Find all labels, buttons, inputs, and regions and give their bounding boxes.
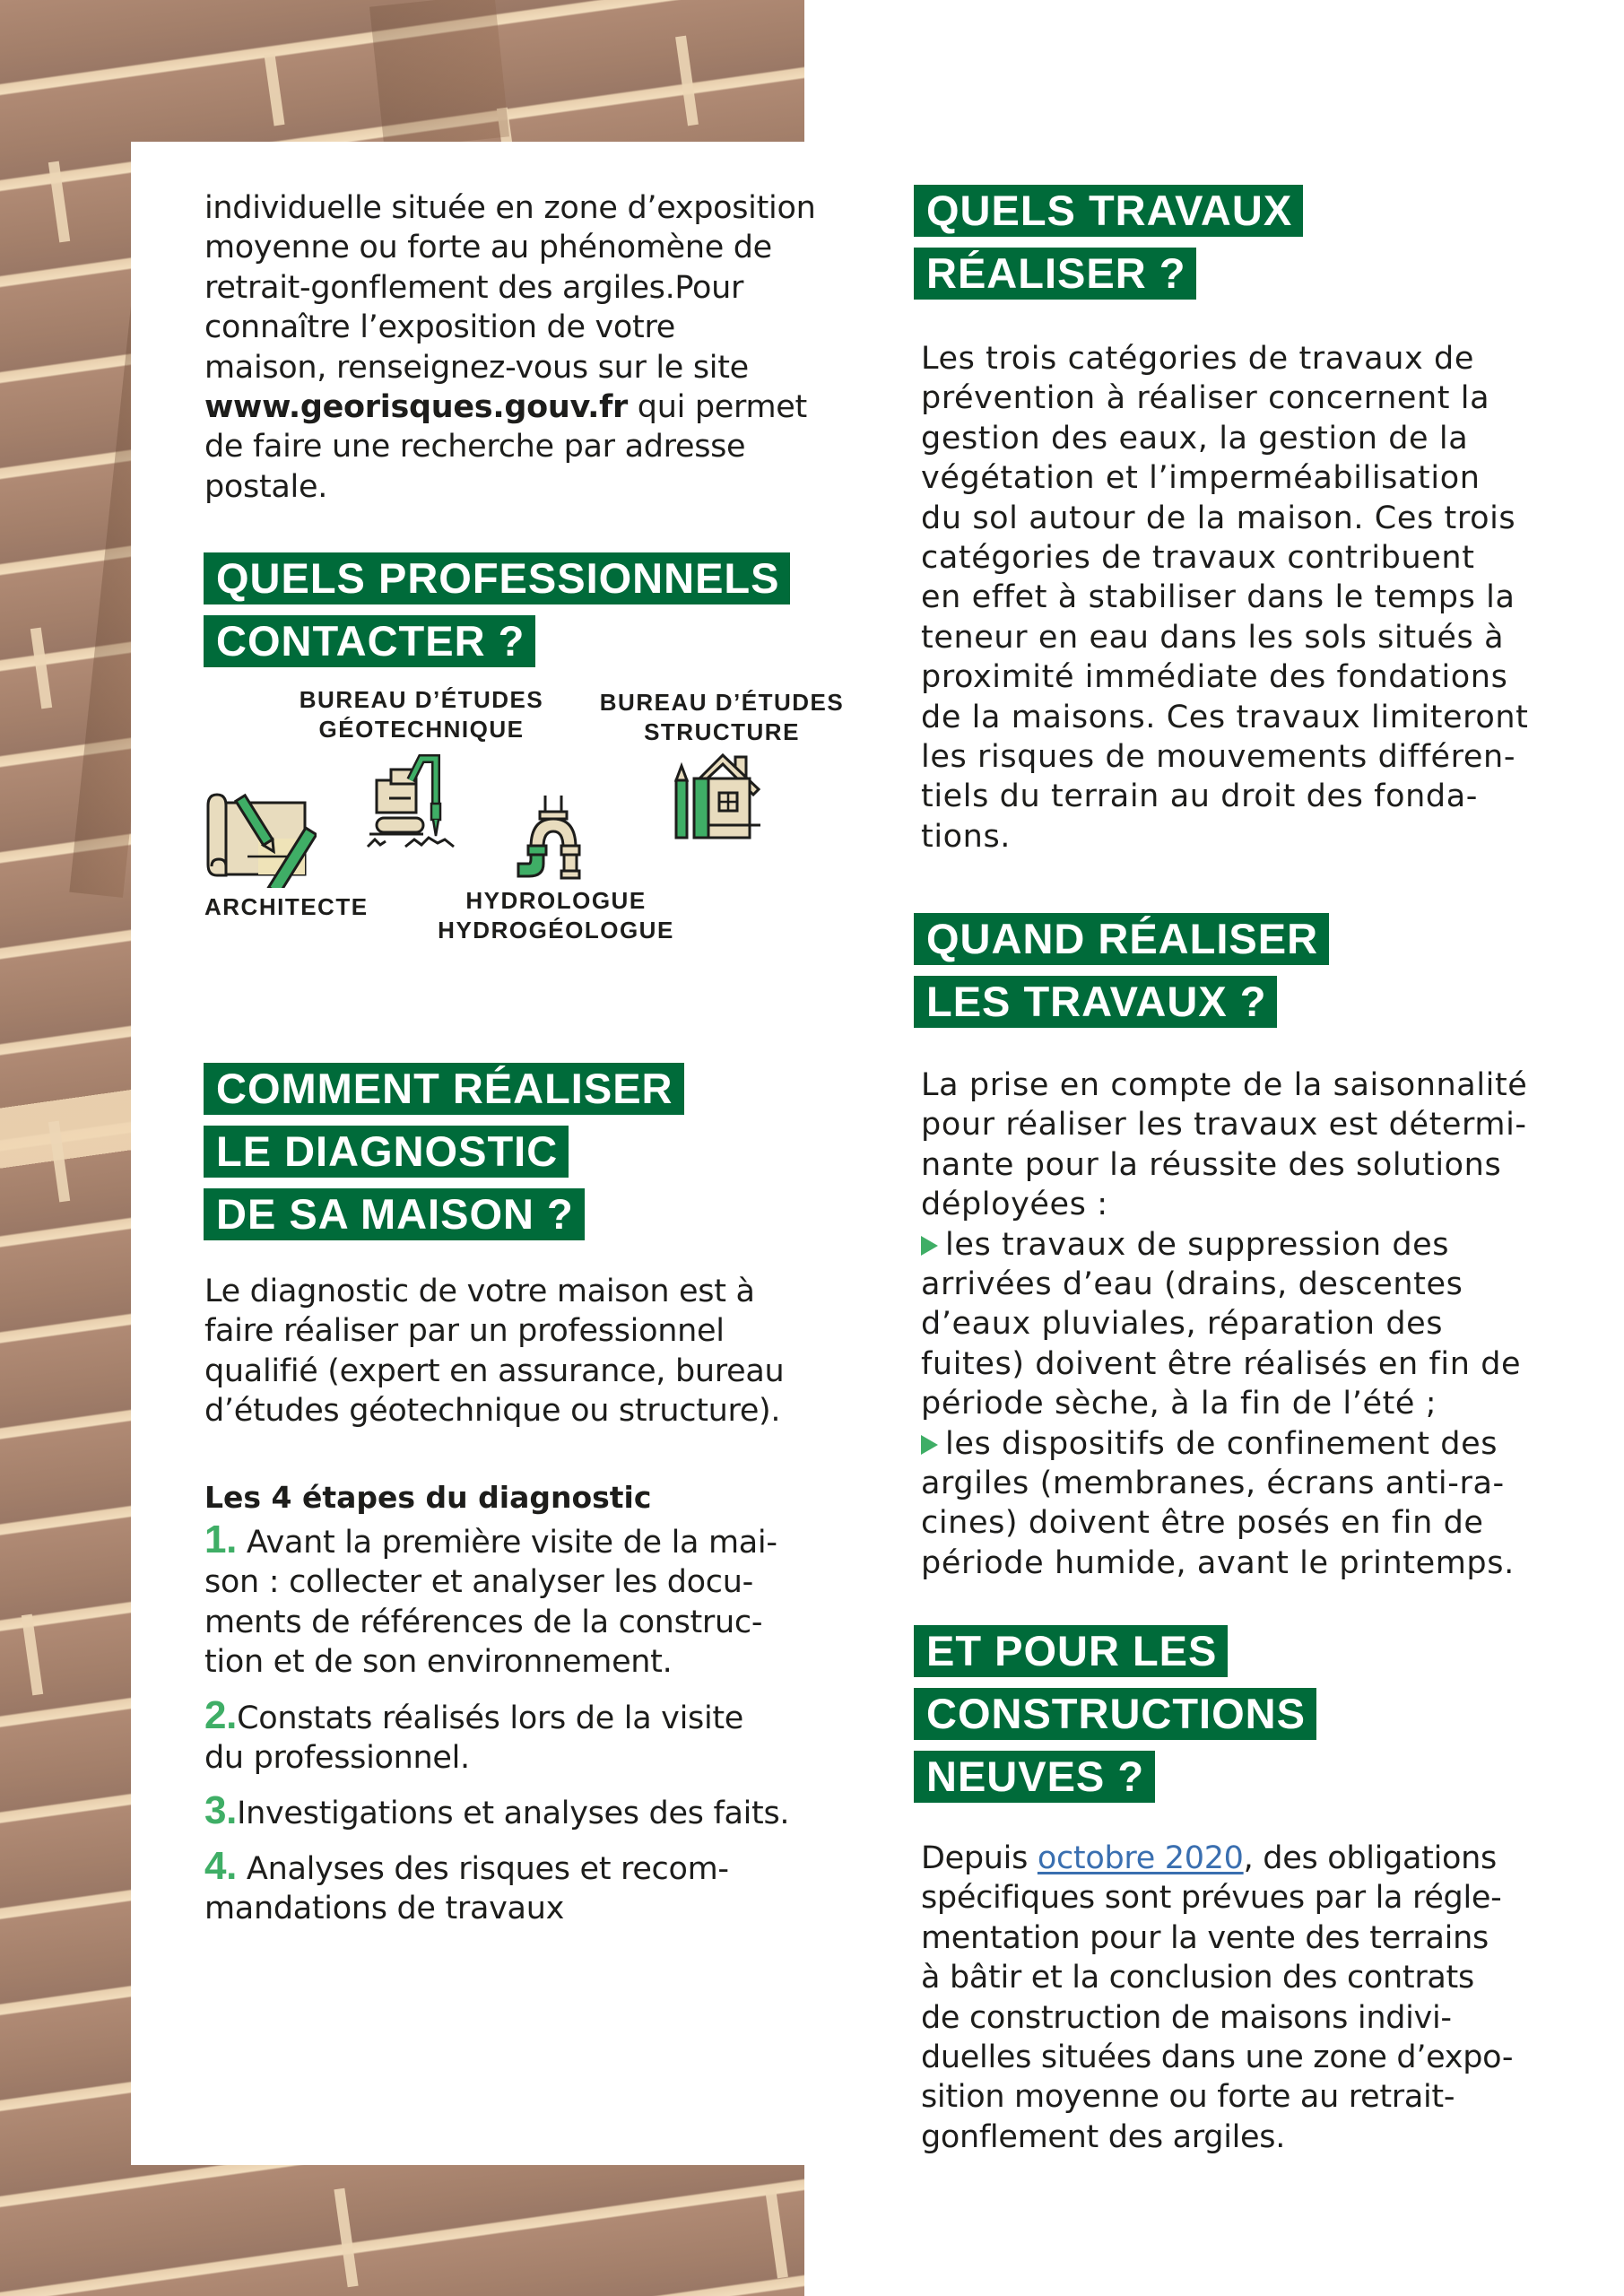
step-text: Avant la première visite de la mai- xyxy=(237,1525,777,1561)
text-line: végétation et l’imperméabilisation xyxy=(921,460,1481,497)
intro-line: de faire une recherche par adresse xyxy=(204,429,746,465)
bullet-text: période sèche, à la fin de l’été ; xyxy=(921,1386,1437,1422)
text-line: sition moyenne ou forte au retrait- xyxy=(921,2079,1455,2116)
excavator-drill-icon xyxy=(366,753,465,852)
text-line: du sol autour de la maison. Ces trois xyxy=(921,500,1516,536)
georisques-link[interactable]: www.georisques.gouv.fr xyxy=(204,389,628,426)
bullet-text: les travaux de suppression des xyxy=(945,1226,1450,1263)
heading-line: COMMENT RÉALISER xyxy=(204,1063,684,1115)
text-line: de construction de maisons indivi- xyxy=(921,1999,1452,2036)
bullet-text: période humide, avant le printemps. xyxy=(921,1544,1515,1581)
house-ruler-pencil-icon xyxy=(671,752,765,846)
heading-line: QUELS PROFESSIONNELS xyxy=(204,552,790,604)
heading-neuves xyxy=(914,1625,1316,1813)
step-number: 1. xyxy=(204,1518,238,1561)
pro-label-hydrologue xyxy=(430,886,682,945)
heading-line: ET POUR LES xyxy=(914,1625,1228,1677)
step-4 xyxy=(204,1844,729,1929)
diagnostic-paragraph xyxy=(204,1272,784,1431)
label-line: HYDROLOGUE xyxy=(465,887,647,914)
pro-label-architecte xyxy=(204,892,369,922)
bullet-text: argiles (membranes, écrans anti-ra- xyxy=(921,1465,1505,1502)
intro-paragraph xyxy=(204,188,815,507)
label-line: STRUCTURE xyxy=(644,718,800,745)
intro-line: maison, renseignez-vous sur le site xyxy=(204,349,749,386)
text-line: les risques de mouvements différen- xyxy=(921,739,1516,776)
heading-diagnostic xyxy=(204,1063,684,1251)
text-line: tions. xyxy=(921,818,1012,855)
heading-line: CONTACTER ? xyxy=(204,615,535,667)
step-text: Investigations et analyses des faits. xyxy=(237,1796,790,1831)
text-fragment: Depuis xyxy=(921,1840,1038,1876)
text-line: pour réaliser les travaux est détermi- xyxy=(921,1107,1527,1144)
intro-line: postale. xyxy=(204,468,328,505)
label-line: BUREAU D’ÉTUDES xyxy=(599,689,845,716)
step-text: mandations de travaux xyxy=(204,1891,564,1927)
triangle-bullet-icon xyxy=(921,1236,938,1256)
step-text: Analyses des risques et recom- xyxy=(237,1851,729,1887)
text-line: La prise en compte de la saisonnalité xyxy=(921,1067,1528,1103)
bullet-item xyxy=(921,1225,1527,1265)
text-line: déployées : xyxy=(921,1187,1108,1223)
step-text: Constats réalisés lors de la visite xyxy=(237,1700,744,1736)
quand-paragraph xyxy=(921,1065,1527,1583)
step-text: ments de références de la construc- xyxy=(204,1604,763,1640)
step-3 xyxy=(204,1788,790,1833)
heading-line: QUAND RÉALISER xyxy=(914,913,1329,965)
steps-title: Les 4 étapes du diagnostic xyxy=(204,1480,652,1515)
text-line: prévention à réaliser concernent la xyxy=(921,380,1490,417)
neuves-paragraph xyxy=(921,1839,1513,2157)
bullet-text: arrivées d’eau (drains, descentes xyxy=(921,1266,1463,1303)
heading-line: RÉALISER ? xyxy=(914,248,1196,300)
label-line: BUREAU D’ÉTUDES xyxy=(299,686,544,713)
text-line: Les trois catégories de travaux de xyxy=(921,341,1474,377)
text-line: catégories de travaux contribuent xyxy=(921,540,1475,577)
intro-line: individuelle située en zone d’exposition xyxy=(204,190,816,226)
text-line: proximité immédiate des fondations xyxy=(921,659,1508,696)
text-line-with-link xyxy=(921,1839,1513,1878)
bullet-item xyxy=(921,1424,1527,1464)
text-fragment: , des obligations xyxy=(1243,1840,1497,1876)
text-line: gestion des eaux, la gestion de la xyxy=(921,420,1469,457)
heading-line: CONSTRUCTIONS xyxy=(914,1688,1316,1740)
bullet-text: les dispositifs de confinement des xyxy=(945,1425,1498,1462)
intro-line: connaître l’exposition de votre xyxy=(204,309,676,346)
step-text: son : collecter et analyser les docu- xyxy=(204,1564,753,1601)
heading-line: QUELS TRAVAUX xyxy=(914,185,1303,237)
intro-line: retrait-gonflement des argiles.Pour xyxy=(204,269,744,306)
step-2 xyxy=(204,1693,744,1779)
label-line: GÉOTECHNIQUE xyxy=(318,716,525,743)
heading-line: DE SA MAISON ? xyxy=(204,1188,585,1240)
triangle-bullet-icon xyxy=(921,1435,938,1455)
text-line: spécifiques sont prévues par la régle- xyxy=(921,1880,1502,1917)
blueprint-pencil-ruler-icon xyxy=(204,789,317,888)
intro-line-with-link xyxy=(204,387,815,427)
pro-label-geotechnique xyxy=(296,685,547,744)
text-line: de la maisons. Ces travaux limiteront xyxy=(921,699,1529,735)
pipe-icon xyxy=(513,794,603,883)
step-text: du professionnel. xyxy=(204,1740,470,1777)
step-number: 3. xyxy=(204,1788,238,1832)
step-number: 2. xyxy=(204,1693,238,1737)
intro-line: moyenne ou forte au phénomène de xyxy=(204,230,772,266)
bullet-text: fuites) doivent être réalisés en fin de xyxy=(921,1345,1522,1382)
heading-professionnels xyxy=(204,552,790,678)
text-line: duelles situées dans une zone d’expo- xyxy=(921,2039,1514,2076)
heading-quand xyxy=(914,913,1329,1039)
text-line: en effet à stabiliser dans le temps la xyxy=(921,579,1515,616)
step-1 xyxy=(204,1520,777,1683)
intro-link-tail: qui permet xyxy=(627,389,807,426)
bullet-text: cines) doivent être posés en fin de xyxy=(921,1505,1484,1542)
text-line: Le diagnostic de votre maison est à xyxy=(204,1274,755,1309)
text-line: teneur en eau dans les sols situés à xyxy=(921,619,1505,656)
heading-line: LES TRAVAUX ? xyxy=(914,976,1277,1028)
text-line: à bâtir et la conclusion des contrats xyxy=(921,1960,1474,1996)
pro-label-structure xyxy=(596,688,847,747)
text-line: d’études géotechnique ou structure). xyxy=(204,1393,781,1430)
heading-line: NEUVES ? xyxy=(914,1751,1155,1803)
text-line: mentation pour la vente des terrains xyxy=(921,1919,1489,1956)
travaux-paragraph xyxy=(921,339,1529,857)
heading-line: LE DIAGNOSTIC xyxy=(204,1126,569,1178)
text-line: nante pour la réussite des solutions xyxy=(921,1146,1502,1183)
step-text: tion et de son environnement. xyxy=(204,1644,673,1681)
heading-travaux xyxy=(914,185,1303,310)
step-number: 4. xyxy=(204,1844,238,1888)
label-line: HYDROGÉOLOGUE xyxy=(438,917,674,944)
octobre-2020-link[interactable]: octobre 2020 xyxy=(1037,1840,1244,1876)
text-line: gonflement des argiles. xyxy=(921,2118,1286,2155)
label-line: ARCHITECTE xyxy=(204,893,369,920)
bullet-text: d’eaux pluviales, réparation des xyxy=(921,1306,1444,1343)
text-line: tiels du terrain au droit des fonda- xyxy=(921,778,1478,815)
text-line: faire réaliser par un professionnel xyxy=(204,1313,725,1350)
text-line: qualifié (expert en assurance, bureau xyxy=(204,1352,785,1389)
